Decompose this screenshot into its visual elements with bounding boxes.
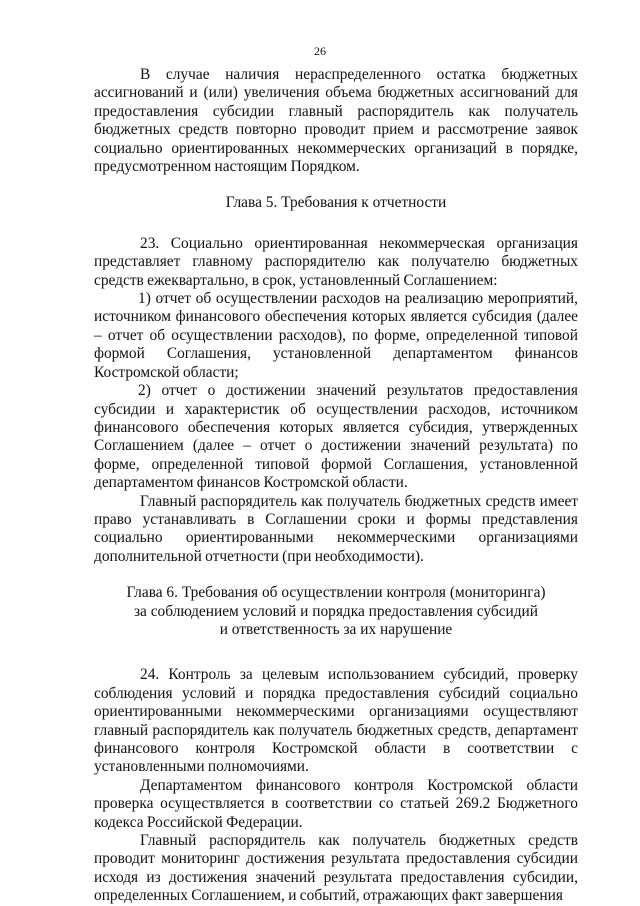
paragraph-24: 24. Контроль за целевым использованием субсидий, проверку соблюдения условий и порядка предоставления субсидий социально ориентированными некоммерческими организациями осуществляют главный распорядитель как получатель бюджетных средств, департамент финансового контроля Костромской области в соответствии с установленными полномочиями.: [94, 666, 578, 776]
paragraph-23: 23. Социально ориентированная некоммерческая организация представляет главному распорядителю как получателю бюджетных средств ежеквартально, в срок, установленный Соглашением:: [94, 234, 578, 289]
document-body: [94, 66, 578, 906]
paragraph-23-item-1: 1) отчет об осуществлении расходов на реализацию мероприятий, источником финансового обеспечения которых является субсидия (далее – отчет об осуществлении расходов), по форме, определенной типовой формой Соглашения, установленной департаментом финансов Костромской области;: [94, 290, 578, 381]
chapter-6-title-line-3: и ответственность за их нарушение: [219, 620, 453, 638]
paragraph-24-financial-control: Департаментом финансового контроля Костромской области проверка осуществляется в соответствии со статьей 269.2 Бюджетного кодекса Российской Федерации.: [94, 776, 578, 831]
chapter-6-title-line-1: Глава 6. Требования об осуществлении контроля (мониторинга): [126, 584, 546, 602]
chapter-6-title: [94, 584, 578, 639]
paragraph-23-item-2: 2) отчет о достижении значений результатов предоставления субсидии и характеристик об осуществлении расходов, источником финансового обеспечения которых является субсидия, утвержденных Соглашением (далее – отчет о достижении значений результата) по форме, определенной типовой формой Соглашения, установленной департаментом финансов Костромской области.: [94, 382, 578, 492]
chapter-6-title-line-2: за соблюдением условий и порядка предоставления субсидий: [133, 602, 539, 620]
paragraph-24-monitoring: Главный распорядитель как получатель бюджетных средств проводит мониторинг достижения результата предоставления субсидии исходя из достижения значений результата предоставления субсидии, определенных Соглашением, и событий, отражающих факт завершения: [94, 832, 578, 905]
paragraph-23-additional-reporting: Главный распорядитель как получатель бюджетных средств имеет право устанавливать в Соглашении сроки и формы представления социально ориентированными некоммерческими организациями дополнительной отчетности (при необходимости).: [94, 492, 578, 565]
page-number: 26: [314, 44, 326, 58]
paragraph-unallocated-balance: В случае наличия нераспределенного остатка бюджетных ассигнований и (или) увеличения объема бюджетных ассигнований для предоставления субсидии главный распорядитель как получатель бюджетных средств повторно проводит прием и рассмотрение заявок социально ориентированных некоммерческих организаций в порядке, предусмотренном настоящим Порядком.: [94, 66, 578, 176]
chapter-5-title: Глава 5. Требования к отчетности: [225, 194, 447, 212]
